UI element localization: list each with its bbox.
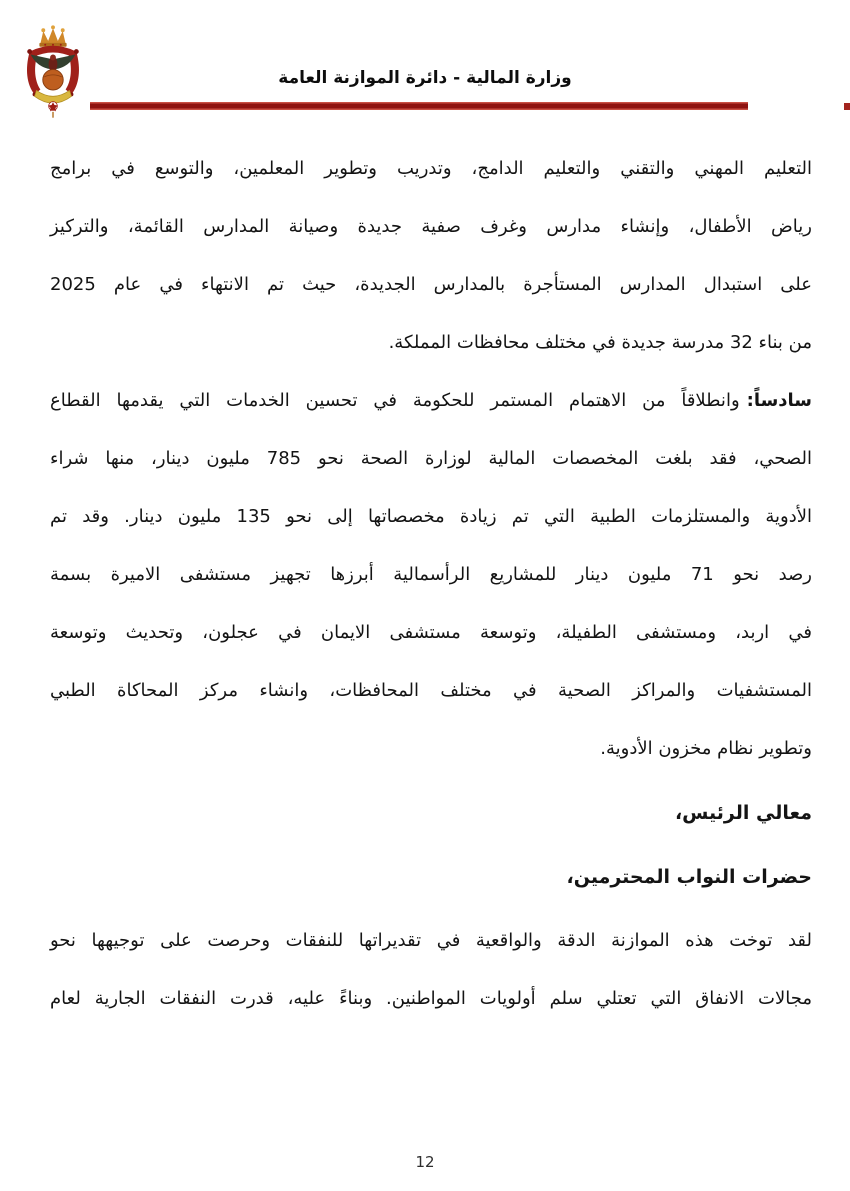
paragraph-budget-accuracy xyxy=(50,912,812,1028)
text-line: من بناء 32 مدرسة جديدة في مختلف محافظات المملكة. xyxy=(388,332,812,353)
text-line: المستشفيات والمراكز الصحية في مختلف المحافظات، وانشاء مركز المحاكاة الطبي xyxy=(50,680,812,701)
document-title: وزارة المالية - دائرة الموازنة العامة xyxy=(278,68,572,88)
text-line: وتطوير نظام مخزون الأدوية. xyxy=(600,738,812,759)
text-line: الصحي، فقد بلغت المخصصات المالية لوزارة الصحة نحو 785 مليون دينار، منها شراء xyxy=(50,448,812,469)
salutation-president: معالي الرئيس، xyxy=(674,802,812,824)
paragraph-education xyxy=(50,140,812,372)
header-rule-line xyxy=(90,102,748,110)
paragraph-health-sector xyxy=(50,372,812,778)
text-line: في اربد، ومستشفى الطفيلة، وتوسعة مستشفى الايمان في عجلون، وتحديث وتوسعة xyxy=(50,622,812,643)
text-line xyxy=(50,372,812,430)
salutation-deputies: حضرات النواب المحترمين، xyxy=(566,866,812,888)
text-line-content: وانطلاقاً من الاهتمام المستمر للحكومة في تحسين الخدمات التي يقدمها القطاع xyxy=(50,390,740,411)
item-number-label: سادساً: xyxy=(746,390,812,411)
header-rule-fragment xyxy=(844,103,850,110)
text-line: مجالات الانفاق التي تعتلي سلم أولويات المواطنين. وبناءً عليه، قدرت النفقات الجارية لعام xyxy=(50,988,812,1009)
text-line: الأدوية والمستلزمات الطبية التي تم زيادة مخصصاتها إلى نحو 135 مليون دينار. وقد تم xyxy=(50,506,812,527)
text-line: التعليم المهني والتقني والتعليم الدامج، وتدريب وتطوير المعلمين، والتوسع في برامج xyxy=(50,158,812,179)
text-line: رصد نحو 71 مليون دينار للمشاريع الرأسمالية أبرزها تجهيز مستشفى الاميرة بسمة xyxy=(50,564,812,585)
text-line: لقد توخت هذه الموازنة الدقة والواقعية في تقديراتها للنفقات وحرصت على توجيهها نحو xyxy=(50,930,812,951)
document-body xyxy=(50,140,812,1028)
page-number: 12 xyxy=(415,1153,435,1171)
text-line: رياض الأطفال، وإنشاء مدارس وغرف صفية جديدة وصيانة المدارس القائمة، والتركيز xyxy=(50,216,812,237)
text-line: على استبدال المدارس المستأجرة بالمدارس الجديدة، حيث تم الانتهاء في عام 2025 xyxy=(50,274,812,295)
